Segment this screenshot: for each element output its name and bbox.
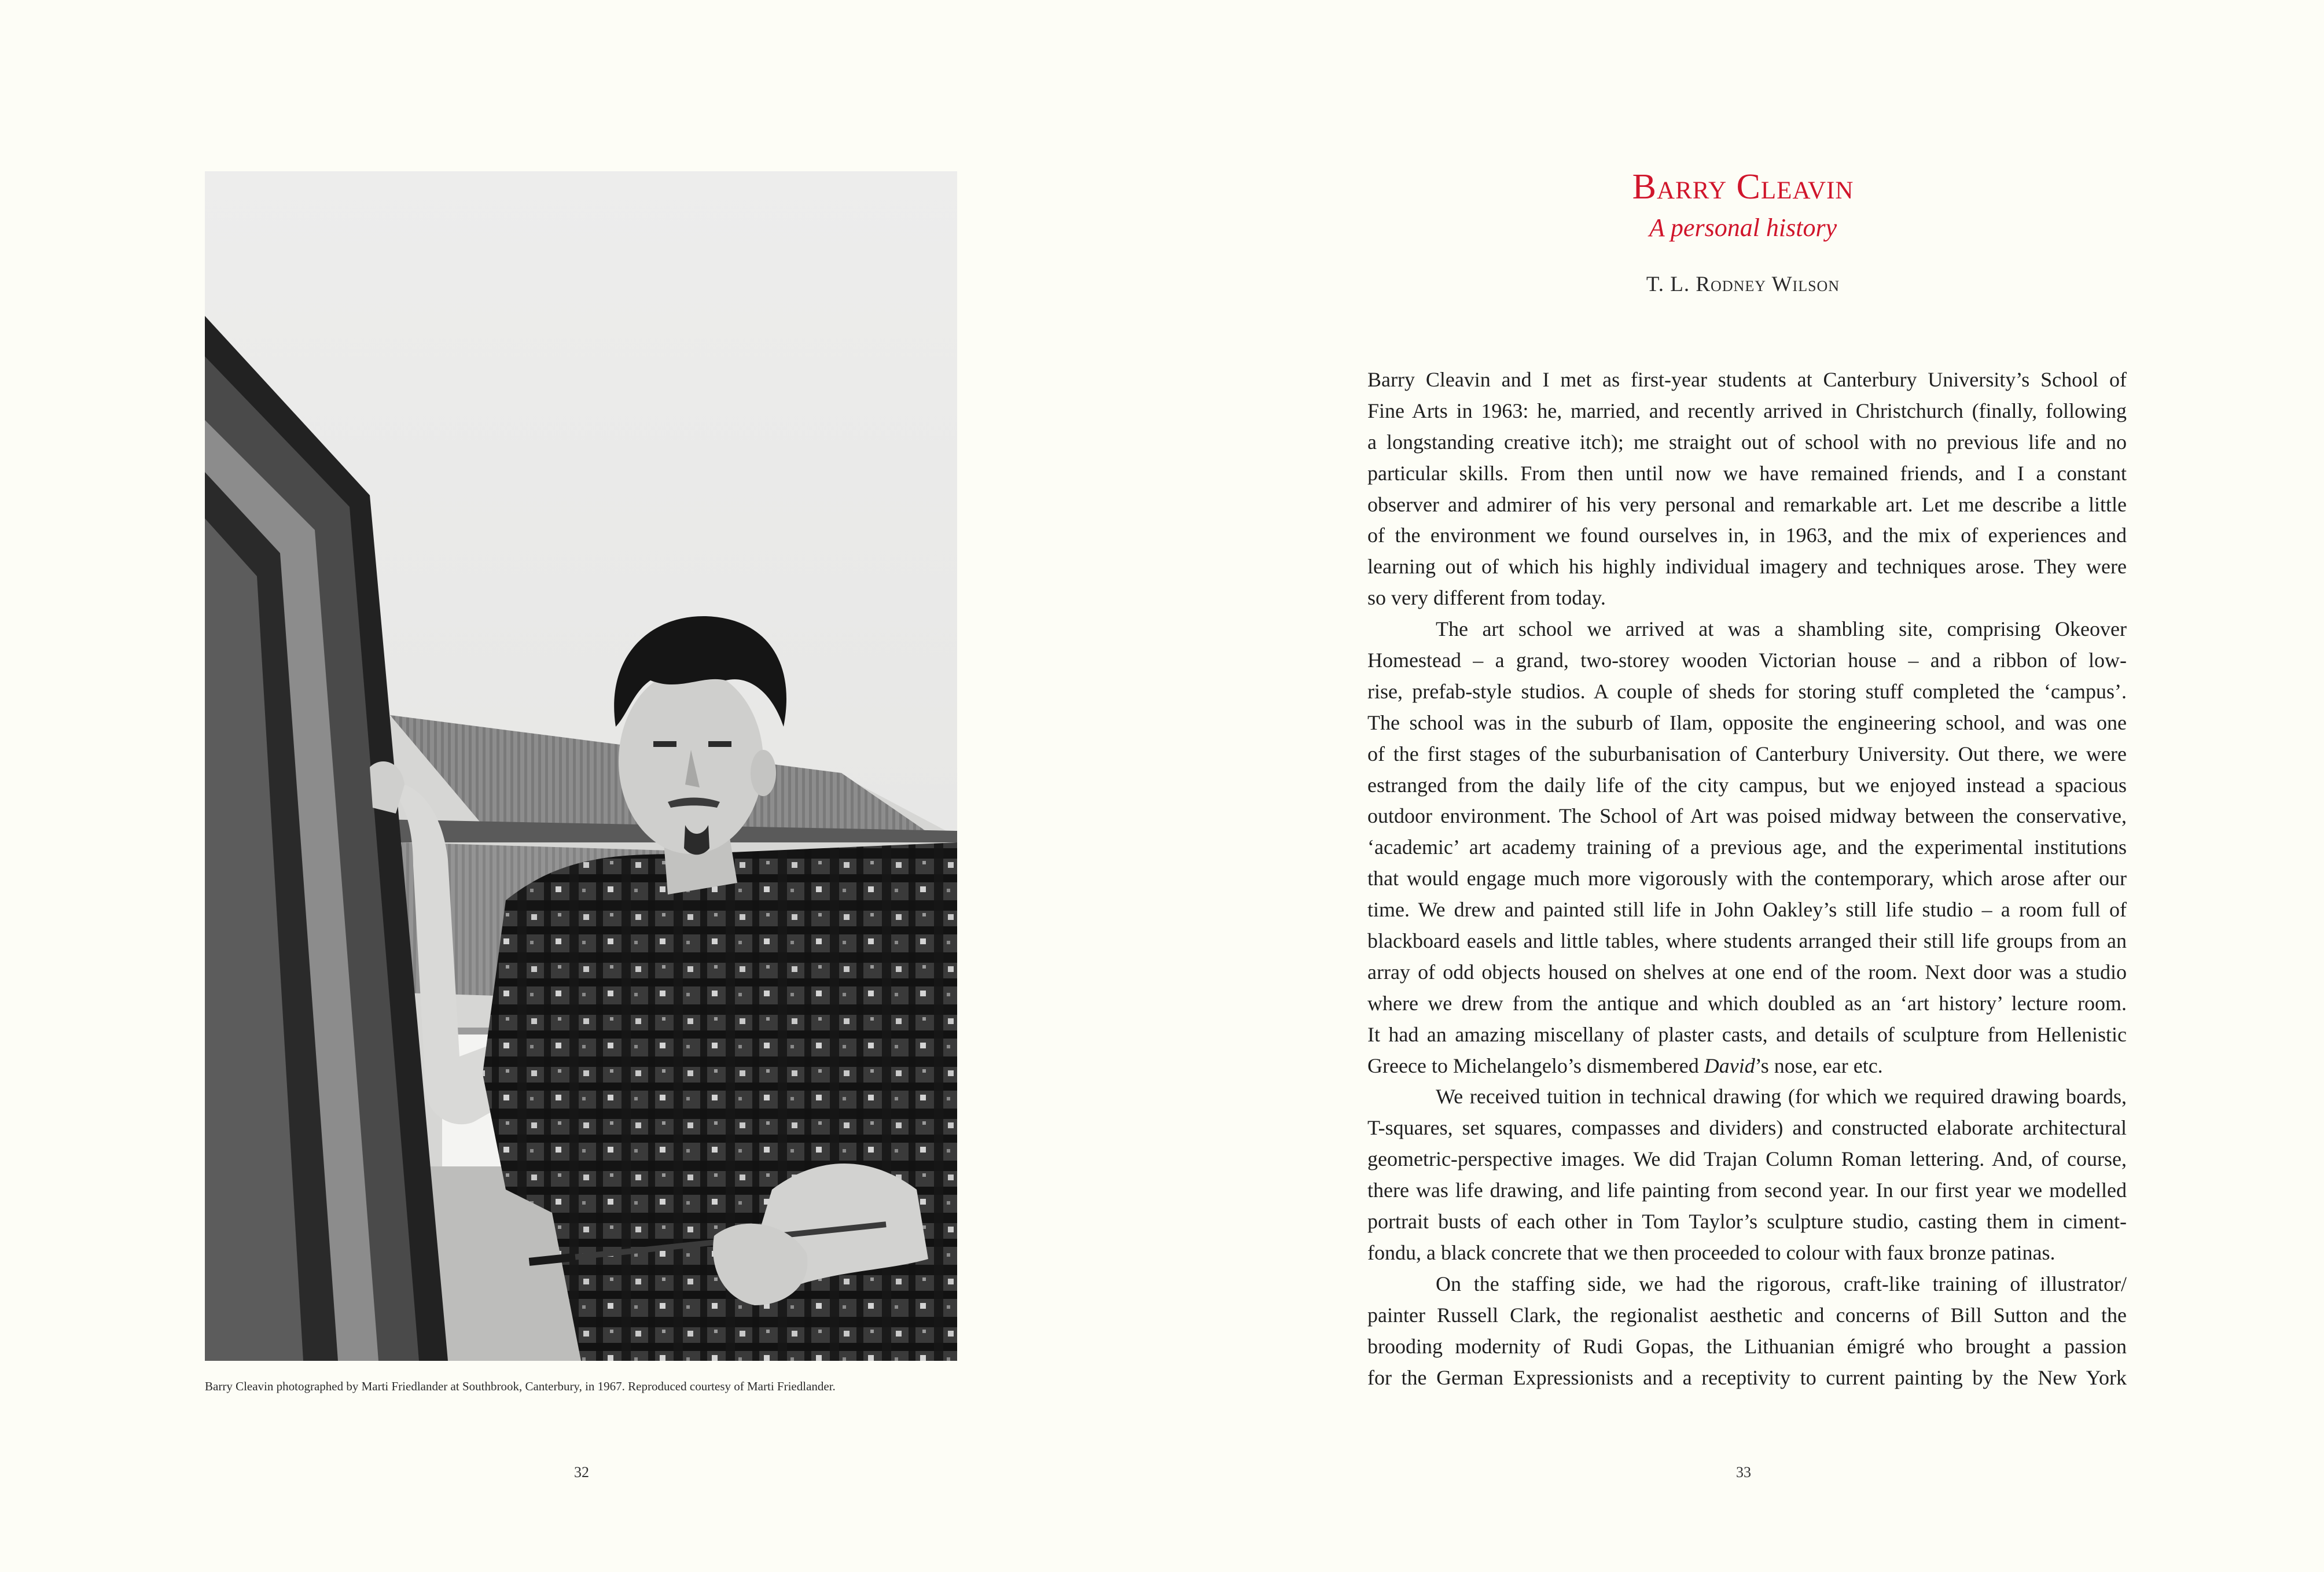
body-line: [1367, 1051, 2127, 1082]
body-line: The art school we arrived at was a shambling site, comprising Okeover: [1436, 617, 2127, 641]
body-line: particular skills. From then until now we have remained friends, and I a constant: [1367, 461, 2127, 485]
body-line: Homestead – a grand, two-storey wooden Victorian house – and a ribbon of low-: [1367, 649, 2127, 672]
article-title: Barry Cleavin: [1632, 167, 1854, 207]
body-line: of the first stages of the suburbanisation of Canterbury University. Out there, we were: [1367, 742, 2127, 765]
body-line: a longstanding creative itch); me straight out of school with no previous life and no: [1367, 430, 2127, 454]
body-line: brooding modernity of Rudi Gopas, the Lithuanian émigré who brought a passion: [1367, 1334, 2127, 1358]
body-line: T-squares, set squares, compasses and dividers) and constructed elaborate architectural: [1367, 1116, 2127, 1140]
body-line: array of odd objects housed on shelves at one end of the room. Next door was a studio: [1367, 960, 2127, 984]
body-line: for the German Expressionists and a receptivity to current painting by the New York: [1367, 1365, 2127, 1389]
body-line: there was life drawing, and life painting from second year. In our first year we modelled: [1367, 1179, 2127, 1202]
body-line: rise, prefab-style studios. A couple of sheds for storing stuff completed the ‘campus’.: [1367, 679, 2127, 703]
page-number-right: 33: [1736, 1464, 1751, 1481]
body-line: Fine Arts in 1963: he, married, and recently arrived in Christchurch (finally, following: [1367, 399, 2127, 422]
body-line: We received tuition in technical drawing (for which we required drawing boards,: [1436, 1085, 2127, 1109]
portrait-photo: [205, 171, 957, 1361]
body-line: painter Russell Clark, the regionalist aesthetic and concerns of Bill Sutton and the: [1367, 1303, 2127, 1327]
body-line: estranged from the daily life of the city campus, but we enjoyed instead a spacious: [1367, 773, 2127, 797]
italic-title-david: David: [1704, 1054, 1755, 1077]
right-page: [1162, 0, 2324, 1572]
body-line: observer and admirer of his very personal and remarkable art. Let me describe a little: [1367, 492, 2127, 516]
body-line: outdoor environment. The School of Art was poised midway between the conservative,: [1367, 804, 2127, 828]
body-line: Barry Cleavin and I met as first-year students at Canterbury University’s School of: [1367, 368, 2127, 391]
page-number-left: 32: [574, 1464, 589, 1481]
body-line-part: ’s nose, ear etc.: [1755, 1054, 1883, 1077]
body-line: On the staffing side, we had the rigorous, craft-like training of illustrator/: [1436, 1272, 2127, 1295]
portrait-photo-image: [205, 171, 957, 1361]
body-line: so very different from today.: [1367, 586, 1606, 610]
article-author: T. L. Rodney Wilson: [1646, 273, 1840, 296]
article-subtitle: A personal history: [1649, 213, 1837, 242]
photo-caption: Barry Cleavin photographed by Marti Friedlander at Southbrook, Canterbury, in 1967. Reproduced courtesy of Marti Friedlander.: [205, 1379, 836, 1393]
body-line: where we drew from the antique and which doubled as an ‘art history’ lecture room.: [1367, 991, 2127, 1015]
body-line: The school was in the suburb of Ilam, opposite the engineering school, and was one: [1367, 710, 2127, 734]
body-line: geometric-perspective images. We did Trajan Column Roman lettering. And, of course,: [1367, 1147, 2127, 1171]
article-body: [1367, 365, 2127, 1393]
body-line: that would engage much more vigorously with the contemporary, which arose after our: [1367, 867, 2127, 890]
body-line: It had an amazing miscellany of plaster casts, and details of sculpture from Hellenistic: [1367, 1022, 2127, 1046]
body-line: blackboard easels and little tables, where students arranged their still life groups from an: [1367, 929, 2127, 953]
body-line: portrait busts of each other in Tom Taylor’s sculpture studio, casting them in ciment-: [1367, 1210, 2127, 1234]
body-line-part: Greece to Michelangelo’s dismembered: [1367, 1054, 1704, 1077]
body-line: fondu, a black concrete that we then proceeded to colour with faux bronze patinas.: [1367, 1240, 2055, 1264]
body-line: of the environment we found ourselves in, in 1963, and the mix of experiences and: [1367, 524, 2127, 547]
body-line: ‘academic’ art academy training of a previous age, and the experimental institutions: [1367, 835, 2127, 859]
body-line: learning out of which his highly individual imagery and techniques arose. They were: [1367, 555, 2127, 579]
body-line: time. We drew and painted still life in John Oakley’s still life studio – a room full of: [1367, 898, 2127, 922]
